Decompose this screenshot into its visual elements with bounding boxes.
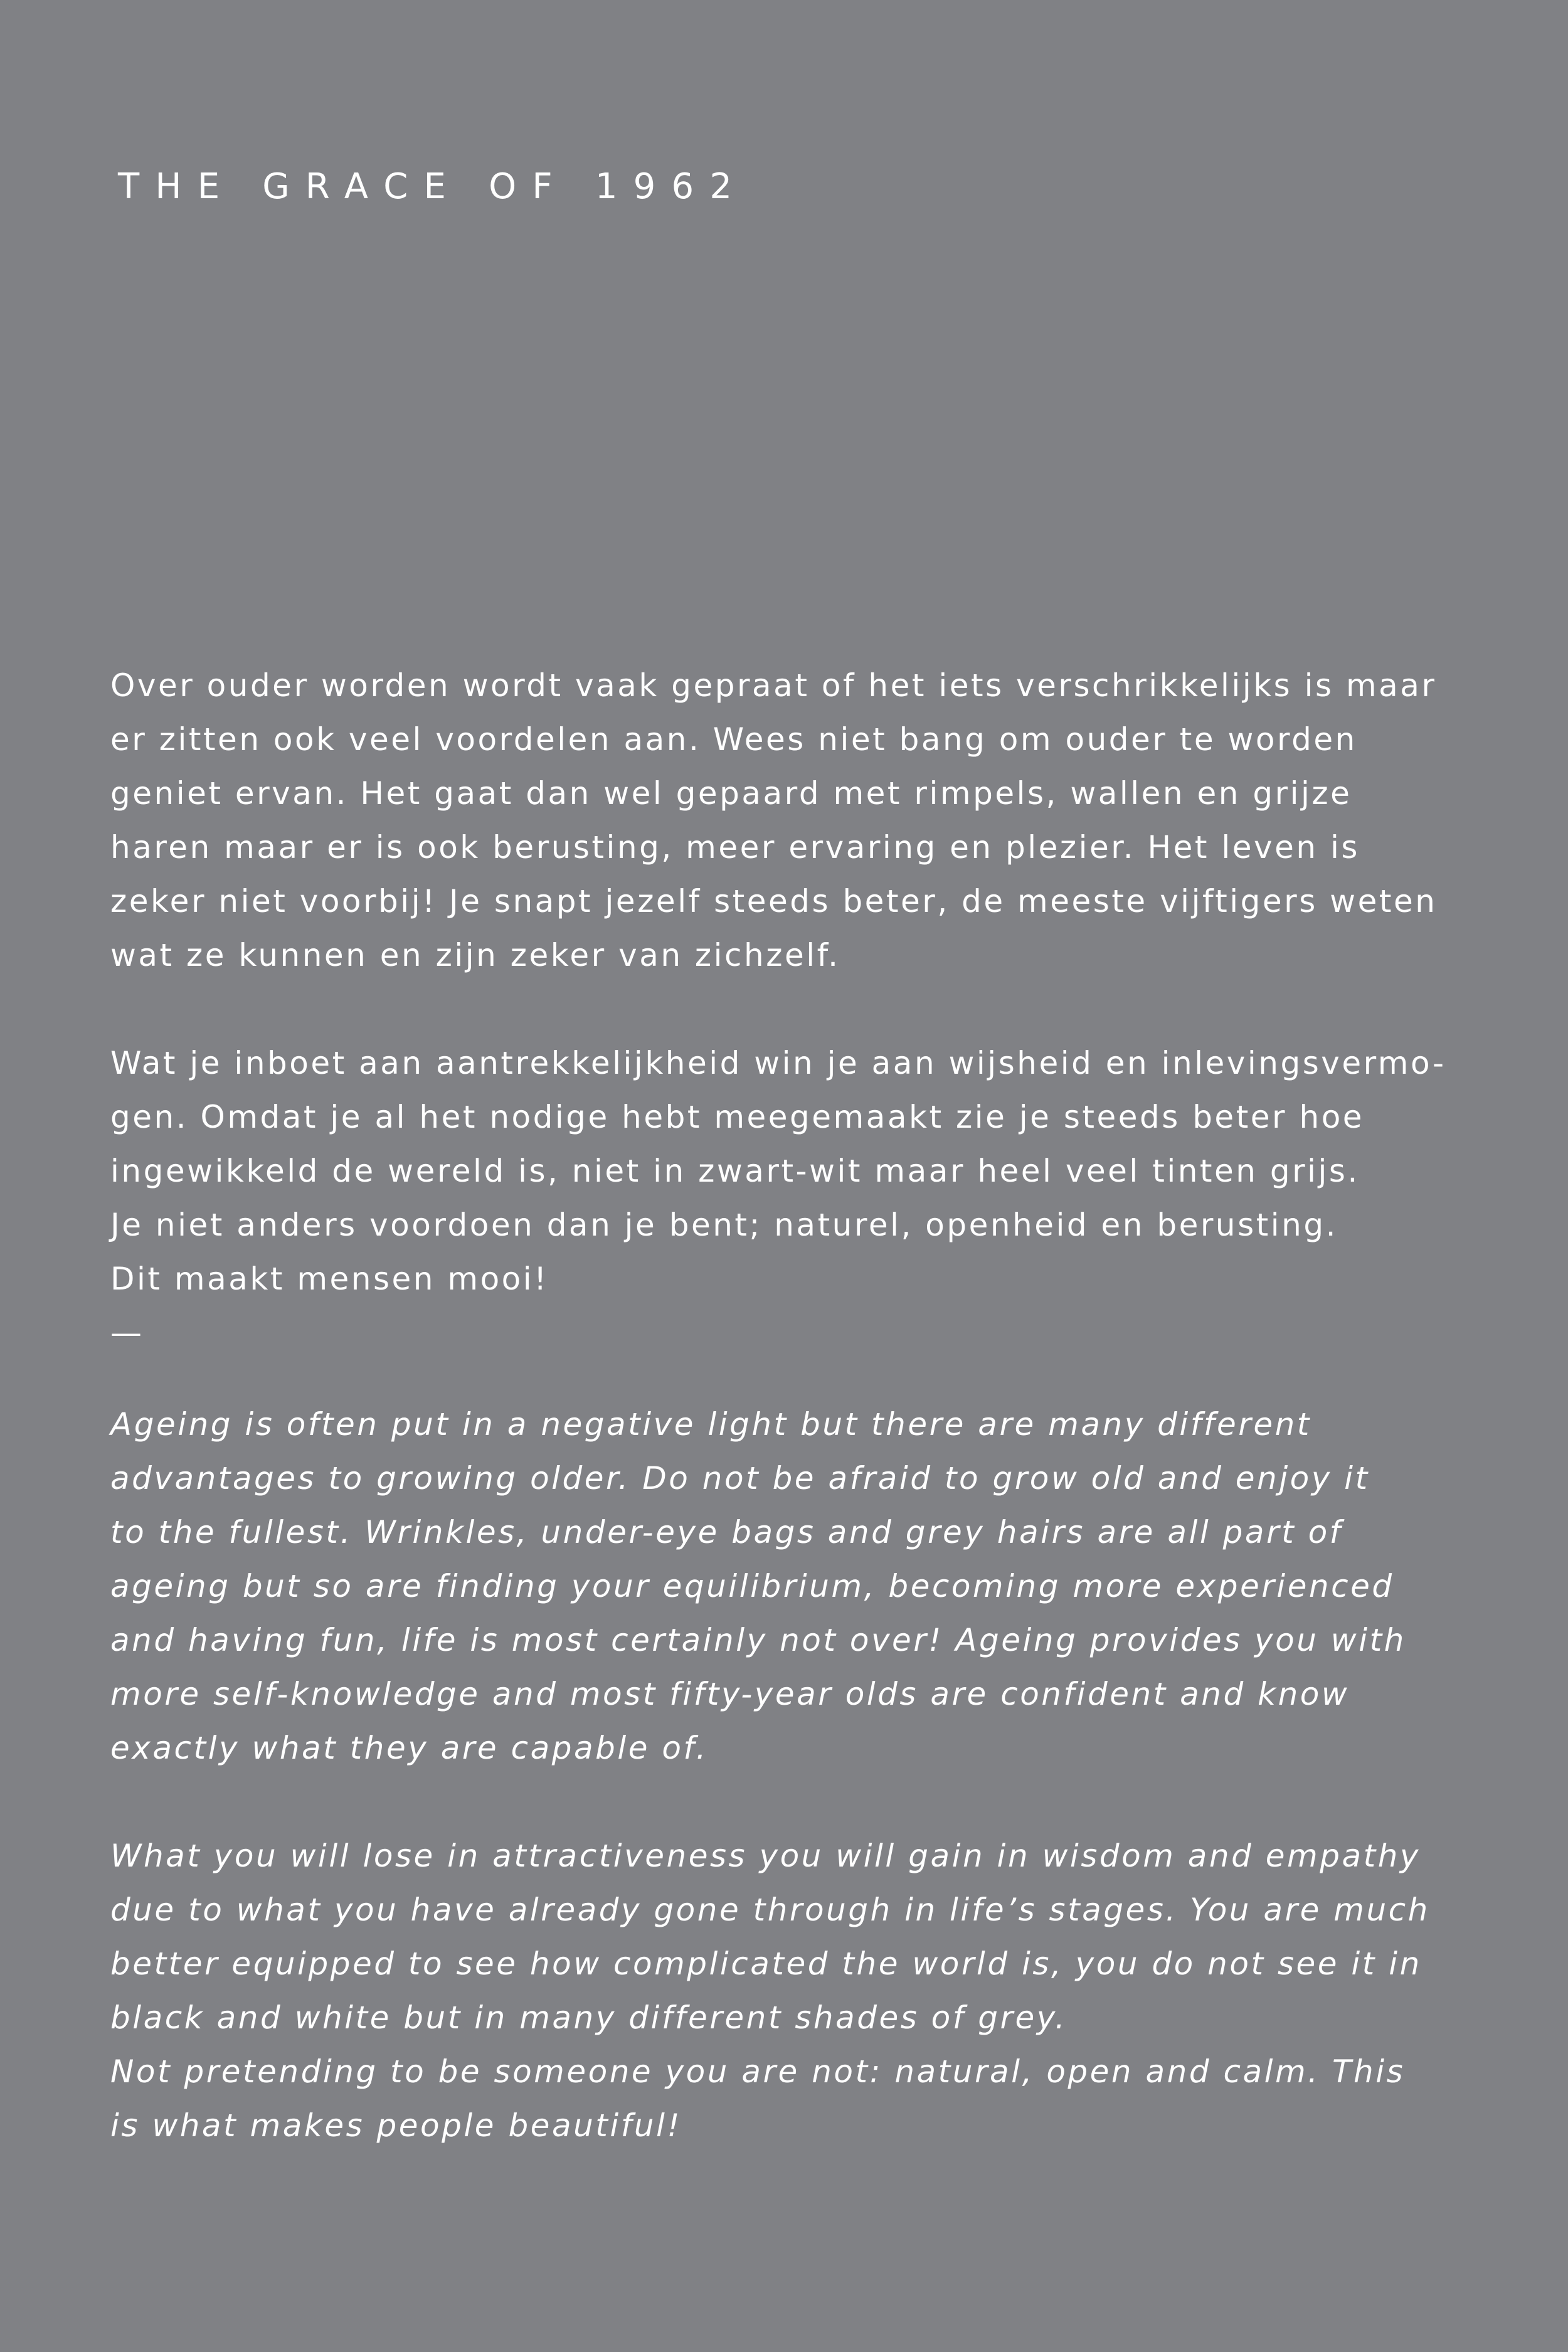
text-line: ageing but so are finding your equilibrium, becoming more experienced (110, 1568, 1394, 1604)
text-line: wat ze kunnen en zijn zeker van zichzelf. (110, 937, 840, 973)
text-line: exactly what they are capable of. (110, 1730, 709, 1766)
text-line: due to what you have already gone through in life’s stages. You are much (110, 1892, 1430, 1928)
separator-dash: — (110, 1315, 142, 1351)
text-line: ingewikkeld de wereld is, niet in zwart-wit maar heel veel tinten grijs. (110, 1153, 1360, 1189)
text-line: haren maar er is ook berusting, meer ervaring en plezier. Het leven is (110, 829, 1360, 866)
dutch-paragraph-2 (110, 1036, 1515, 1306)
text-line: Ageing is often put in a negative light but there are many different (110, 1406, 1311, 1443)
text-line: Dit maakt mensen mooi! (110, 1261, 549, 1297)
text-line: to the fullest. Wrinkles, under-eye bags and grey hairs are all part of (110, 1514, 1343, 1550)
text-line: is what makes people beautiful! (110, 2107, 682, 2144)
text-line: gen. Omdat je al het nodige hebt meegemaakt zie je steeds beter hoe (110, 1099, 1365, 1135)
english-paragraph-2 (110, 1829, 1515, 2153)
text-line: Not pretending to be someone you are not: natural, open and calm. This (110, 2053, 1406, 2090)
text-line: geniet ervan. Het gaat dan wel gepaard met rimpels, wallen en grijze (110, 775, 1352, 812)
text-line: Over ouder worden wordt vaak gepraat of het iets verschrikkelijks is maar (110, 667, 1437, 704)
page-title: THE GRACE OF 1962 (118, 166, 748, 207)
text-line: What you will lose in attractiveness you will gain in wisdom and empathy (110, 1838, 1421, 1874)
english-paragraph-1 (110, 1397, 1515, 1775)
text-line: more self-knowledge and most fifty-year olds are confident and know (110, 1676, 1350, 1712)
dutch-paragraph-1 (110, 659, 1515, 982)
text-line: er zitten ook veel voordelen aan. Wees niet bang om ouder te worden (110, 721, 1357, 758)
text-line: advantages to growing older. Do not be afraid to grow old and enjoy it (110, 1460, 1370, 1496)
text-line: and having fun, life is most certainly not over! Ageing provides you with (110, 1622, 1406, 1658)
text-line: Je niet anders voordoen dan je bent; naturel, openheid en berusting. (110, 1207, 1338, 1243)
text-line: Wat je inboet aan aantrekkelijkheid win je aan wijsheid en inlevingsvermo- (110, 1045, 1446, 1081)
text-line: black and white but in many different shades of grey. (110, 2000, 1067, 2036)
text-line: better equipped to see how complicated the world is, you do not see it in (110, 1946, 1422, 1982)
text-line: zeker niet voorbij! Je snapt jezelf steeds beter, de meeste vijftigers weten (110, 883, 1438, 919)
body-text (110, 659, 1515, 2153)
